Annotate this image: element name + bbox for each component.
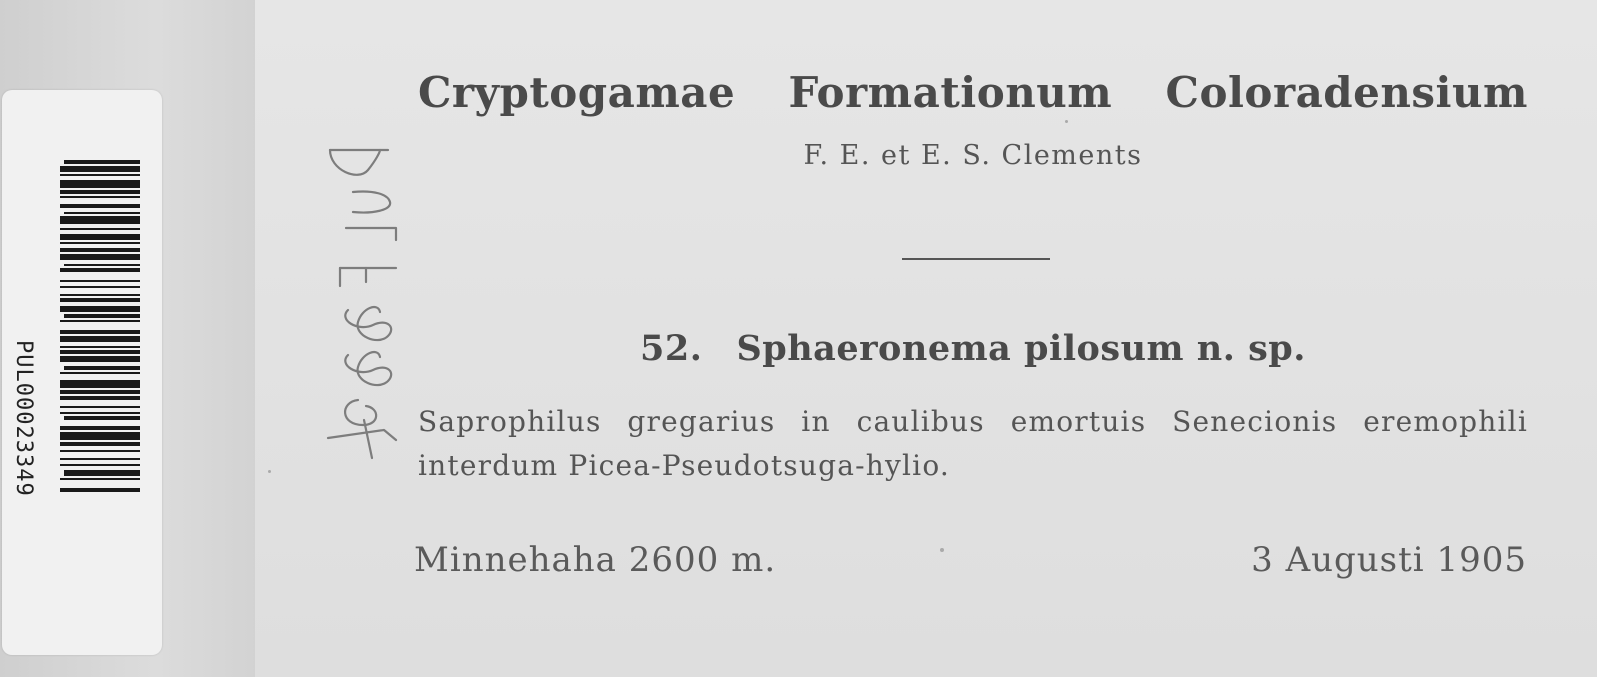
barcode-bar: [64, 366, 140, 370]
barcode-sticker: [2, 90, 162, 655]
barcode-bar: [60, 464, 140, 466]
collection-title: [418, 68, 1528, 117]
exsiccata-number: 52.: [640, 328, 703, 369]
barcode-bar: [60, 356, 140, 362]
barcode-bar: [60, 406, 140, 408]
barcode-bar: [60, 268, 140, 272]
barcode-bar: [60, 350, 140, 354]
barcode-bar: [60, 180, 140, 188]
barcode-bar: [64, 470, 140, 476]
title-word-1: Cryptogamae: [418, 68, 736, 117]
barcode-bar: [60, 204, 140, 208]
barcode-bar: [60, 346, 140, 348]
title-word-3: Coloradensium: [1165, 68, 1528, 117]
collector-names: F. E. et E. S. Clements: [803, 140, 1143, 171]
paper-speck: [268, 470, 271, 473]
paper-speck: [940, 548, 944, 552]
barcode-bar: [60, 286, 140, 288]
barcode-bar: [60, 234, 140, 240]
barcode-bar: [64, 160, 140, 164]
barcode-bar: [60, 426, 140, 430]
barcode-bar: [60, 298, 140, 302]
locality-elevation: Minnehaha 2600 m.: [414, 540, 777, 580]
habitat-description: Saprophilus gregarius in caulibus emortuis Senecionis eremophili interdum Picea-Pseudotsuga-hylio.: [418, 405, 1528, 482]
barcode-bar: [60, 166, 140, 172]
barcode-bar: [60, 478, 140, 480]
barcode-bar: [64, 264, 140, 266]
barcode-bar: [64, 416, 140, 420]
species-line: [418, 328, 1528, 369]
species-name: Sphaeronema pilosum n. sp.: [736, 328, 1306, 369]
barcode-bar: [60, 174, 140, 176]
barcode-bar: [60, 458, 140, 460]
barcode-bar: [60, 228, 140, 230]
barcode-bar: [64, 314, 140, 318]
barcode-bar: [60, 372, 140, 374]
barcode-number: PUL00023349: [11, 340, 36, 497]
title-word-2: Formationum: [788, 68, 1113, 117]
barcode-bar: [60, 216, 140, 224]
barcode-bar: [60, 248, 140, 252]
barcode-bar: [60, 432, 140, 440]
barcode-bar: [60, 254, 140, 260]
barcode-bar: [60, 442, 140, 446]
barcode-icon: [60, 160, 140, 550]
barcode-bar: [60, 396, 140, 400]
barcode-bar: [60, 190, 140, 194]
paper-speck: [1065, 120, 1068, 123]
barcode-bar: [60, 380, 140, 388]
barcode-bar: [60, 294, 140, 296]
barcode-bar: [60, 330, 140, 334]
handwritten-accession-number: [318, 140, 418, 460]
barcode-bar: [60, 280, 140, 282]
barcode-bar: [60, 242, 140, 244]
barcode-bar: [60, 306, 140, 312]
barcode-bar: [60, 196, 140, 198]
barcode-bar: [60, 488, 140, 492]
barcode-bar: [60, 412, 140, 414]
barcode-bar: [60, 390, 140, 394]
barcode-bar: [60, 320, 140, 322]
barcode-bar: [64, 212, 140, 214]
barcode-bar: [60, 336, 140, 342]
divider-rule: [902, 258, 1050, 260]
barcode-bar: [60, 450, 140, 452]
collection-date: 3 Augusti 1905: [1251, 540, 1527, 580]
